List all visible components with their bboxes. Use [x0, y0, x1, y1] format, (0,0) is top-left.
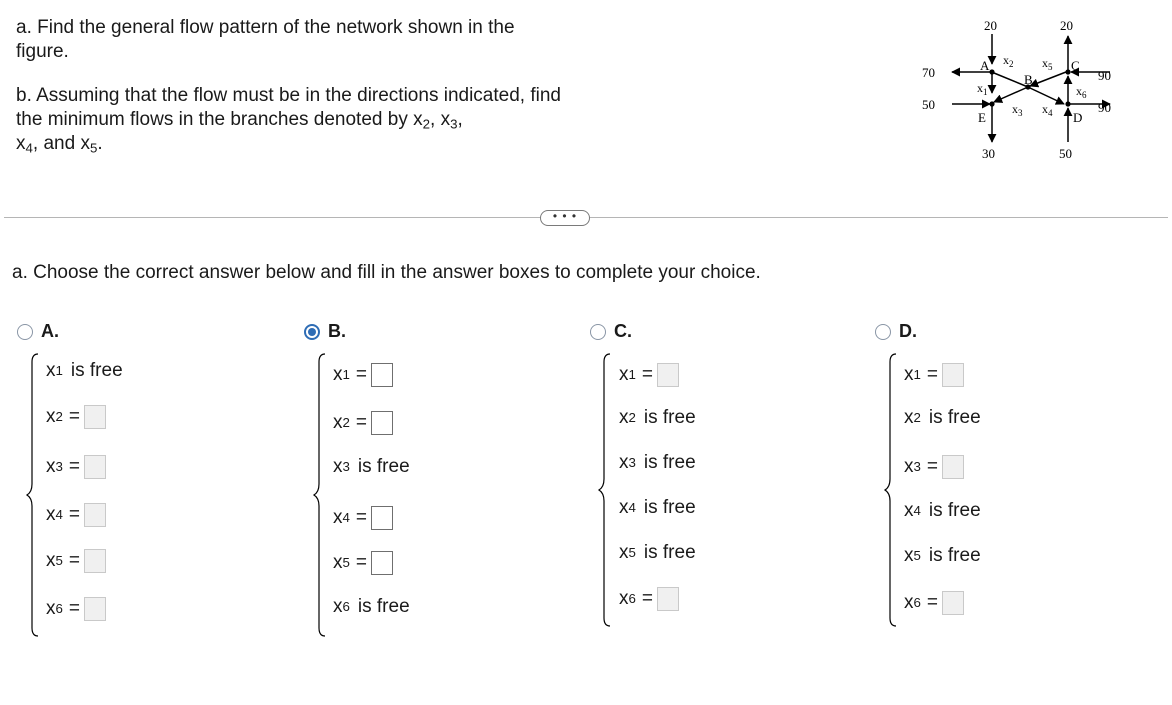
var-x: x [413, 109, 423, 130]
var-x: x [619, 542, 629, 563]
var-x: x [80, 133, 90, 154]
equals-sign: = [68, 456, 81, 477]
var-x: x [904, 407, 914, 428]
option-a-x5-line: x 5 = [46, 548, 106, 574]
label-top-left-20: 20 [984, 18, 997, 33]
option-c-x2-line: x 2 is free [619, 407, 696, 428]
option-c-x6-line: x 6 = [619, 586, 679, 612]
option-b-x5-line: x 5 = [333, 550, 393, 576]
option-a[interactable] [17, 321, 59, 342]
equals-sign: = [926, 456, 939, 477]
question-part-b [16, 84, 576, 156]
option-c-brace [598, 352, 612, 628]
option-a-letter: A. [41, 321, 59, 341]
option-a-x6-input[interactable] [84, 597, 106, 621]
node-b-label: B [1024, 72, 1033, 87]
var-x: x [904, 545, 914, 566]
and-text: , and [32, 133, 81, 154]
option-d-x4-line: x 4 is free [904, 500, 981, 521]
is-free-text: is free [928, 545, 981, 566]
question-part-a [16, 16, 556, 64]
is-free-text: is free [357, 596, 410, 617]
option-c-x3-line: x 3 is free [619, 452, 696, 473]
option-c-radio[interactable] [590, 324, 606, 340]
var-x: x [904, 500, 914, 521]
edge-x3 [994, 87, 1028, 102]
option-b-x2-line: x 2 = [333, 410, 393, 436]
node-a-dot [989, 69, 994, 74]
equals-sign: = [68, 598, 81, 619]
option-a-x2-input[interactable] [84, 405, 106, 429]
edge-label-x5: $x_5$ [1042, 56, 1053, 72]
equals-sign: = [926, 592, 939, 613]
edge-label-x4: $x_4$ [1042, 102, 1053, 118]
var-x: x [46, 504, 56, 525]
node-c-label: C [1071, 58, 1080, 73]
option-c-x6-input[interactable] [657, 587, 679, 611]
var-x: x [904, 592, 914, 613]
equals-sign: = [68, 550, 81, 571]
option-b-x4-input[interactable] [371, 506, 393, 530]
option-c-x5-line: x 5 is free [619, 542, 696, 563]
var-x: x [333, 552, 343, 573]
is-free-text: is free [928, 407, 981, 428]
var-x: x [46, 360, 56, 381]
edge-label-x6: $x_6$ [1076, 84, 1087, 100]
var-x: x [619, 588, 629, 609]
is-free-text: is free [643, 542, 696, 563]
option-d-x3-input[interactable] [942, 455, 964, 479]
is-free-text: is free [928, 500, 981, 521]
var-x: x [333, 456, 343, 477]
is-free-text: is free [70, 360, 123, 381]
option-b-x3-line: x 3 is free [333, 456, 410, 477]
label-top-right-20: 20 [1060, 18, 1073, 33]
var-x: x [440, 109, 451, 130]
equals-sign: = [68, 504, 81, 525]
var-x: x [333, 412, 343, 433]
label-bottom-30: 30 [982, 146, 995, 161]
option-c-x1-line: x 1 = [619, 362, 679, 388]
var-x: x [904, 364, 914, 385]
option-d-radio[interactable] [875, 324, 891, 340]
show-more-button[interactable]: • • • [540, 210, 590, 226]
option-d-x6-line: x 6 = [904, 590, 964, 616]
var-x: x [904, 456, 914, 477]
is-free-text: is free [643, 497, 696, 518]
edge-label-x2: $x_2$ [1003, 53, 1014, 69]
equals-sign: = [641, 364, 654, 385]
option-d-x5-line: x 5 is free [904, 545, 981, 566]
var-x: x [46, 598, 56, 619]
option-c-x1-input[interactable] [657, 363, 679, 387]
option-d-x3-line: x 3 = [904, 454, 964, 480]
node-d-label: D [1073, 110, 1083, 125]
question-part-b-text: b. Assuming that the flow must be in the directions indicated, find the minimum flows in the branches denoted by [16, 85, 561, 130]
equals-sign: = [68, 406, 81, 427]
is-free-text: is free [643, 407, 696, 428]
label-left-70: 70 [922, 65, 935, 80]
equals-sign: = [641, 588, 654, 609]
var-x: x [333, 596, 343, 617]
option-a-x3-input[interactable] [84, 455, 106, 479]
option-b-x2-input[interactable] [371, 411, 393, 435]
option-b-x4-line: x 4 = [333, 505, 393, 531]
node-e-label: E [978, 110, 986, 125]
option-b-brace [313, 352, 327, 638]
question-part-a-text: a. Find the general flow pattern of the network shown in the figure. [16, 17, 515, 62]
option-a-x3-line: x 3 = [46, 454, 106, 480]
node-d-dot [1065, 101, 1070, 106]
option-b-letter: B. [328, 321, 346, 341]
option-d-x1-line: x 1 = [904, 362, 964, 388]
option-d-x2-line: x 2 is free [904, 407, 981, 428]
var-x: x [46, 456, 56, 477]
label-right-90-out: 90 [1098, 100, 1111, 115]
var-x: x [16, 133, 26, 154]
node-c-dot [1065, 69, 1070, 74]
equals-sign: = [926, 364, 939, 385]
comma: , [457, 109, 463, 130]
var-x: x [333, 507, 343, 528]
option-d-x1-input[interactable] [942, 363, 964, 387]
equals-sign: = [355, 412, 368, 433]
option-b-x1-line: x 1 = [333, 362, 393, 388]
option-d-x6-input[interactable] [942, 591, 964, 615]
option-b-x1-input[interactable] [371, 363, 393, 387]
sub: 4 [25, 140, 33, 156]
var-x: x [619, 452, 629, 473]
equals-sign: = [355, 364, 368, 385]
var-x: x [333, 364, 343, 385]
option-d-letter: D. [899, 321, 917, 341]
equals-sign: = [355, 507, 368, 528]
is-free-text: is free [357, 456, 410, 477]
label-bottom-50: 50 [1059, 146, 1072, 161]
option-d[interactable] [875, 321, 917, 342]
var-x: x [619, 407, 629, 428]
option-b[interactable] [304, 321, 346, 342]
node-e-dot [989, 101, 994, 106]
option-d-brace [884, 352, 898, 628]
is-free-text: is free [643, 452, 696, 473]
network-figure [918, 12, 1118, 172]
option-a-x4-input[interactable] [84, 503, 106, 527]
option-a-radio[interactable] [17, 324, 33, 340]
equals-sign: = [355, 552, 368, 573]
option-a-x4-line: x 4 = [46, 502, 106, 528]
option-b-x6-line: x 6 is free [333, 596, 410, 617]
option-a-x5-input[interactable] [84, 549, 106, 573]
sub: 3 [450, 116, 458, 132]
option-a-x1-line: x 1 is free [46, 360, 123, 381]
option-c[interactable] [590, 321, 632, 342]
instruction-text: a. Choose the correct answer below and fill in the answer boxes to complete your choice. [12, 262, 761, 283]
edge-x5 [1030, 72, 1066, 86]
option-b-x5-input[interactable] [371, 551, 393, 575]
label-left-50: 50 [922, 97, 935, 112]
var-x: x [46, 406, 56, 427]
var-x: x [619, 497, 629, 518]
var-x: x [619, 364, 629, 385]
node-a-label: A [980, 58, 990, 73]
edge-x2 [994, 73, 1028, 87]
option-a-x6-line: x 6 = [46, 596, 106, 622]
option-c-x4-line: x 4 is free [619, 497, 696, 518]
label-right-90-in: 90 [1098, 68, 1111, 83]
edge-label-x1: $x_1$ [977, 81, 988, 97]
option-b-radio[interactable] [304, 324, 320, 340]
edge-label-x3: $x_3$ [1012, 102, 1023, 118]
sub: 2 [422, 116, 431, 132]
period: . [97, 133, 103, 154]
option-c-letter: C. [614, 321, 632, 341]
option-a-x2-line: x 2 = [46, 404, 106, 430]
var-x: x [46, 550, 56, 571]
sub: 5 [89, 140, 98, 156]
option-a-brace [26, 352, 40, 638]
comma: , [430, 109, 441, 130]
